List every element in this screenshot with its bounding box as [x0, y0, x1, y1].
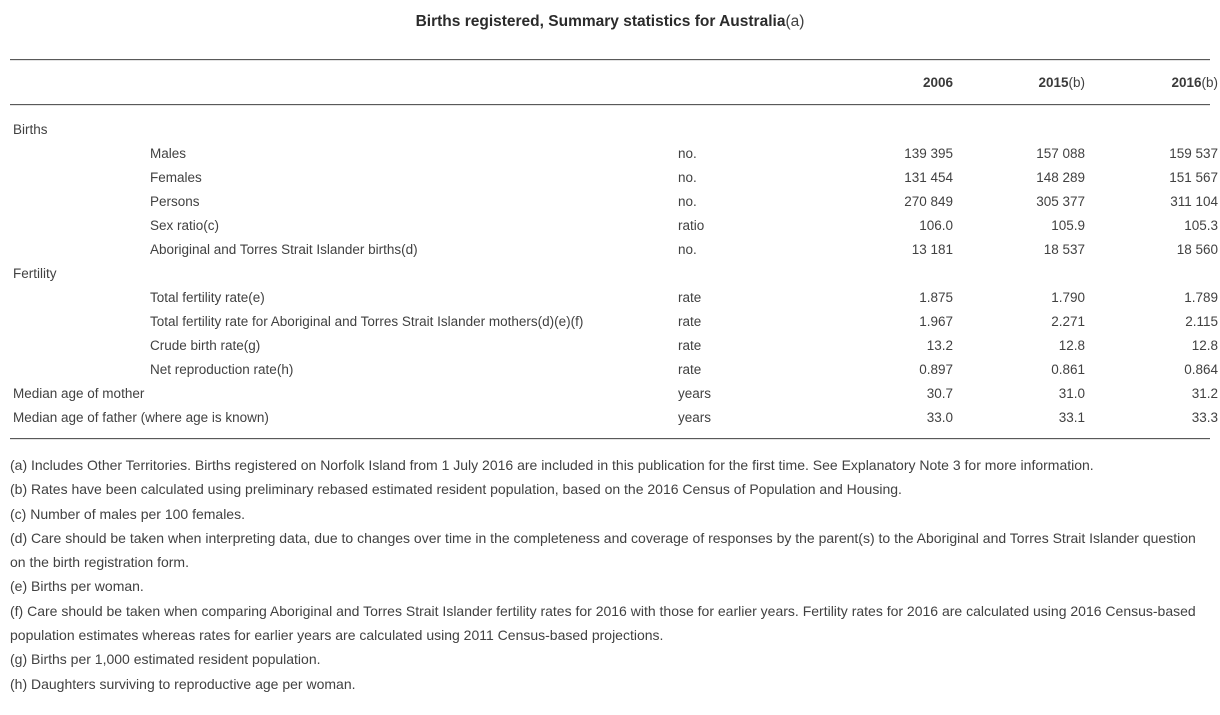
value-cell: 2.115: [1185, 313, 1219, 329]
unit-cell: no.: [678, 241, 697, 257]
data-row: [10, 357, 1218, 381]
footnote-text: Care should be taken when interpreting data, due to changes over time in the completeness and coverage of responses by the parent(s) to the Aboriginal and Torres Strait Islander question on the birth registration form.: [10, 529, 1196, 571]
value-cell: 105.3: [1184, 217, 1219, 233]
footnote: [10, 502, 1210, 526]
value-cell: 157 088: [1036, 145, 1085, 161]
data-row: [10, 141, 1218, 165]
value-cell: 105.9: [1051, 217, 1085, 233]
unit-cell: no.: [678, 145, 697, 161]
value-cell: 0.897: [919, 361, 953, 377]
section-label: Fertility: [13, 265, 57, 281]
year-column-header: [953, 61, 1085, 104]
footnote-text: Births per 1,000 estimated resident population.: [31, 651, 321, 668]
footnote: [10, 526, 1210, 575]
data-row: [10, 237, 1218, 261]
unit-cell: rate: [678, 361, 702, 377]
data-row: [10, 405, 1218, 429]
value-cell: 18 560: [1176, 241, 1219, 257]
unit-cell: rate: [678, 337, 702, 353]
unit-cell: rate: [678, 289, 702, 305]
row-label: Females: [150, 169, 202, 185]
value-cell: 139 395: [904, 145, 953, 161]
value-cell: 1.790: [1051, 289, 1085, 305]
data-row: [10, 309, 1218, 333]
value-cell: 30.7: [926, 385, 953, 401]
footnote-marker: (d): [10, 529, 31, 546]
unit-cell: no.: [678, 193, 697, 209]
data-row: [10, 381, 1218, 405]
unit-cell: years: [678, 409, 712, 425]
footnote: [10, 599, 1210, 648]
page-title: [10, 13, 1210, 31]
footnotes-section: [10, 453, 1210, 696]
footnote-marker: (b): [10, 481, 31, 498]
row-label: Total fertility rate for Aboriginal and Torres Strait Islander mothers(d)(e)(f): [150, 313, 584, 329]
value-cell: 1.789: [1184, 289, 1219, 305]
footnote-marker: (a): [10, 457, 31, 473]
value-cell: 33.3: [1191, 409, 1219, 425]
value-cell: 151 567: [1169, 169, 1219, 185]
footnote: [10, 477, 1210, 501]
value-cell: 148 289: [1036, 169, 1085, 185]
header-spacer-label: [10, 61, 678, 104]
footnote-text: Includes Other Territories. Births registered on Norfolk Island from 1 July 2016 are included in this publication for the first time. See Explanatory Note 3 for more information.: [31, 457, 1094, 473]
unit-cell: rate: [678, 313, 702, 329]
header-bottom-rule: [10, 104, 1210, 106]
value-cell: 2.271: [1051, 313, 1085, 329]
value-cell: 33.1: [1058, 409, 1085, 425]
footnote-text: Care should be taken when comparing Aboriginal and Torres Strait Islander fertility rates for 2016 with those for earlier years. Fertility rates for 2016 are calculated using 2016 Census-based population estimates whereas rates for earlier years are calculated using 2011 Census-based projections.: [10, 602, 1196, 644]
value-cell: 106.0: [919, 217, 953, 233]
footnote-text: Rates have been calculated using preliminary rebased estimated resident population, based on the 2016 Census of Population and Housing.: [31, 481, 902, 498]
value-cell: 1.875: [919, 289, 953, 305]
value-cell: 13 181: [911, 241, 953, 257]
footnote-text: Births per woman.: [31, 578, 144, 595]
page-title-text: Births registered, Summary statistics for Australia: [415, 13, 786, 30]
footnote: [10, 574, 1210, 598]
unit-cell: years: [678, 385, 712, 401]
row-label: Males: [150, 145, 187, 161]
row-label: Total fertility rate(e): [150, 289, 265, 305]
row-label: Crude birth rate(g): [150, 337, 261, 353]
footnote: [10, 453, 1210, 477]
footnote: [10, 647, 1210, 671]
footnote-text: Daughters surviving to reproductive age per woman.: [31, 675, 356, 692]
data-row: [10, 213, 1218, 237]
footnote: [10, 672, 1210, 696]
section-label: Births: [13, 121, 48, 137]
value-cell: 33.0: [926, 409, 953, 425]
summary-table: [10, 117, 1218, 429]
footnote-marker: (g): [10, 651, 31, 668]
year-note-ref: (b): [1201, 75, 1218, 90]
value-cell: 1.967: [919, 313, 953, 329]
footnote-marker: (c): [10, 505, 31, 522]
row-label: Net reproduction rate(h): [150, 361, 294, 377]
year-label: 2006: [922, 75, 953, 90]
data-row: [10, 189, 1218, 213]
row-label: Sex ratio(c): [150, 217, 220, 233]
section-row: [10, 261, 1218, 285]
footnote-marker: (e): [10, 578, 31, 595]
year-column-header: [753, 61, 953, 104]
row-label: Median age of mother: [13, 385, 145, 401]
header-row: [10, 61, 1218, 104]
footnote-marker: (f): [10, 602, 28, 619]
summary-table-header: [10, 61, 1218, 104]
value-cell: 12.8: [1191, 337, 1219, 353]
value-cell: 31.0: [1058, 385, 1085, 401]
value-cell: 270 849: [904, 193, 953, 209]
year-label: 2016: [1171, 75, 1202, 90]
value-cell: 311 104: [1170, 193, 1219, 209]
year-column-header: [1085, 61, 1218, 104]
unit-cell: no.: [678, 169, 697, 185]
data-row: [10, 333, 1218, 357]
data-row: [10, 285, 1218, 309]
value-cell: 131 454: [904, 169, 953, 185]
table-bottom-rule: [10, 438, 1210, 440]
footnote-marker: (h): [10, 675, 31, 692]
row-label: Persons: [150, 193, 200, 209]
value-cell: 13.2: [926, 337, 953, 353]
data-row: [10, 165, 1218, 189]
year-label: 2015: [1038, 75, 1069, 90]
value-cell: 18 537: [1043, 241, 1085, 257]
year-note-ref: (b): [1068, 75, 1085, 90]
section-row: [10, 117, 1218, 141]
value-cell: 159 537: [1169, 145, 1219, 161]
header-spacer-unit: [678, 61, 753, 104]
footnote-text: Number of males per 100 females.: [30, 505, 245, 522]
value-cell: 0.861: [1051, 361, 1085, 377]
table-body: [10, 117, 1218, 429]
row-label: Aboriginal and Torres Strait Islander births(d): [150, 241, 418, 257]
value-cell: 12.8: [1058, 337, 1085, 353]
value-cell: 0.864: [1184, 361, 1219, 377]
row-label: Median age of father (where age is known): [13, 409, 269, 425]
unit-cell: ratio: [678, 217, 705, 233]
page-title-note-ref: (a): [785, 13, 805, 30]
value-cell: 31.2: [1191, 385, 1219, 401]
value-cell: 305 377: [1036, 193, 1085, 209]
